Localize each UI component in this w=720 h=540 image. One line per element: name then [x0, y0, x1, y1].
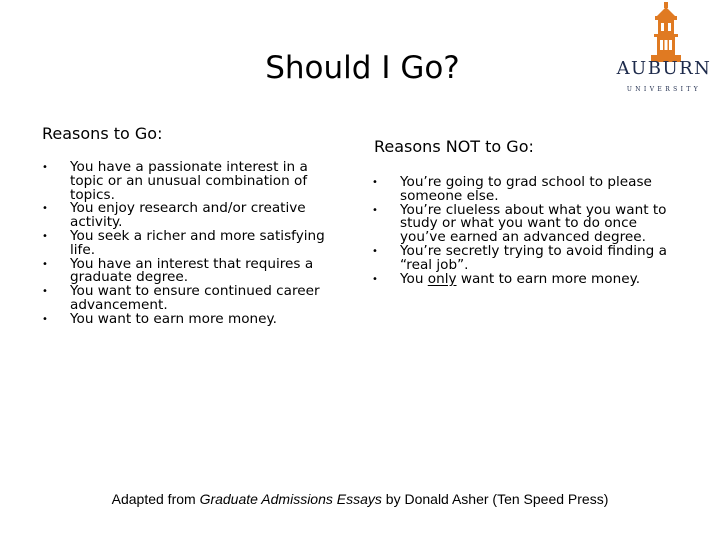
reasons-not-to-go-heading: Reasons NOT to Go:: [374, 137, 534, 156]
reasons-to-go-list: [42, 161, 342, 327]
list-item: • You’re going to grad school to please someone else.: [372, 176, 672, 204]
item-text-before: You: [400, 270, 428, 287]
list-item: • You enjoy research and/or creative activity.: [42, 202, 342, 230]
auburn-university-logo: [608, 2, 720, 100]
item-text-after: want to earn more money.: [456, 270, 641, 287]
slide-title: Should I Go?: [265, 50, 460, 86]
reasons-not-to-go-list: [372, 176, 672, 286]
reasons-to-go-heading: Reasons to Go:: [42, 124, 163, 143]
list-item: • You have a passionate interest in a topic or an unusual combination of topics.: [42, 161, 342, 202]
list-item: • You’re secretly trying to avoid finding a “real job”.: [372, 245, 672, 273]
source-citation: [70, 490, 650, 508]
logo-wordmark: AUBURN: [616, 58, 712, 79]
tower-icon: [645, 2, 687, 62]
citation-suffix: by Donald Asher (Ten Speed Press): [381, 491, 609, 507]
book-title: Graduate Admissions Essays: [199, 491, 382, 507]
logo-subtitle: UNIVERSITY: [626, 86, 702, 93]
underlined-word: only: [427, 270, 457, 287]
citation-prefix: Adapted from: [111, 491, 200, 507]
list-item: [372, 270, 672, 287]
list-item: • You have an interest that requires a graduate degree.: [42, 258, 342, 286]
list-item: • You want to earn more money.: [42, 313, 342, 327]
list-item: • You’re clueless about what you want to study or what you want to do once you’ve earned an advanced degree.: [372, 204, 672, 245]
list-item: • You want to ensure continued career advancement.: [42, 285, 342, 313]
list-item: • You seek a richer and more satisfying life.: [42, 230, 342, 258]
